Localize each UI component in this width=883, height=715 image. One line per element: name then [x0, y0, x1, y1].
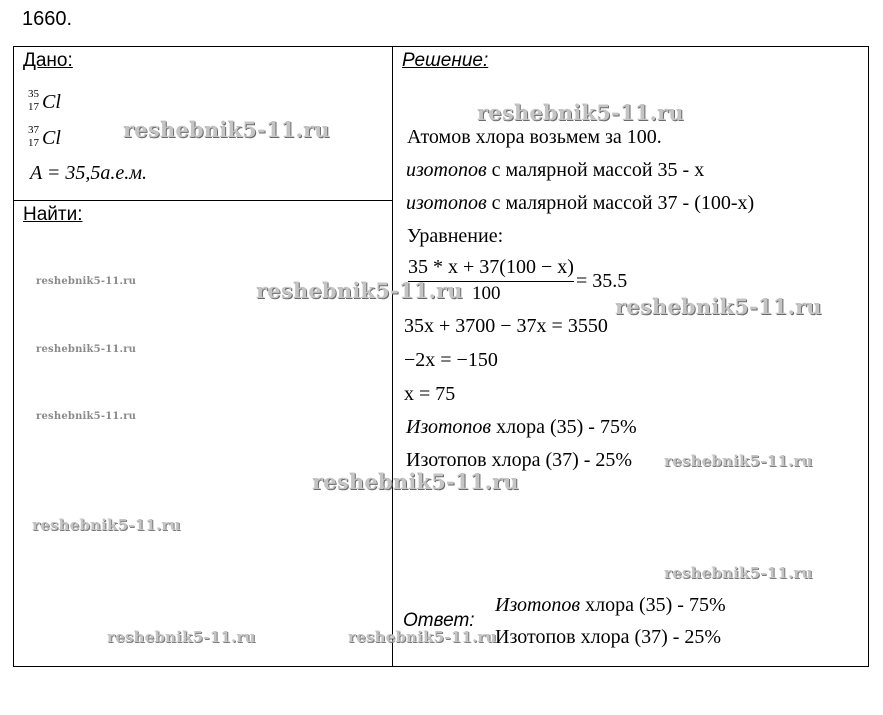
- fraction-rhs: = 35.5: [576, 270, 628, 292]
- isotope1-mass: 35: [28, 88, 39, 100]
- watermark: reshebnik5-11.ru: [664, 452, 813, 470]
- answer-title: Ответ:: [403, 610, 475, 631]
- watermark: reshebnik5-11.ru: [256, 278, 463, 303]
- solution-title: Решение:: [402, 50, 489, 71]
- isotope-cl-35: [22, 88, 64, 123]
- watermark: reshebnik5-11.ru: [32, 516, 181, 534]
- watermark: reshebnik5-11.ru: [123, 117, 330, 142]
- given-title: Дано:: [23, 50, 73, 71]
- solution-line-2: [406, 159, 704, 182]
- watermark: reshebnik5-11.ru: [36, 344, 137, 355]
- watermark: reshebnik5-11.ru: [107, 628, 256, 646]
- find-title: Найти:: [23, 204, 83, 225]
- isotope-cl-37: [22, 124, 64, 159]
- given-find-divider: [13, 200, 393, 201]
- table-bottom-border: [13, 666, 869, 667]
- answer-line-1: [495, 594, 726, 617]
- watermark: reshebnik5-11.ru: [312, 469, 519, 494]
- answer-line-1-italic: Изотопов: [495, 594, 581, 616]
- watermark: reshebnik5-11.ru: [36, 276, 137, 287]
- solution-line-3-rest: с малярной массой 37 - (100-x): [486, 192, 755, 214]
- table-top-border: [13, 46, 869, 47]
- isotope2-number: 17: [28, 137, 39, 149]
- isotope1-symbol: Cl: [42, 91, 61, 113]
- watermark: reshebnik5-11.ru: [477, 100, 684, 125]
- table-middle-divider: [392, 46, 393, 667]
- result-line-1-rest: хлора (35) - 75%: [491, 416, 637, 438]
- table-left-border: [13, 46, 14, 667]
- solution-line-4: Уравнение:: [407, 225, 504, 247]
- table-right-border: [868, 46, 869, 667]
- watermark: reshebnik5-11.ru: [664, 564, 813, 582]
- equation-4: x = 75: [404, 383, 456, 405]
- watermark: reshebnik5-11.ru: [615, 294, 822, 319]
- isotope1-number: 17: [28, 101, 39, 113]
- answer-line-1-rest: хлора (35) - 75%: [580, 594, 726, 616]
- fraction-denominator: 100: [472, 283, 501, 304]
- result-line-1: [406, 416, 637, 439]
- solution-line-2-italic: изотопов: [406, 159, 487, 181]
- isotope2-mass: 37: [28, 124, 39, 136]
- fraction-numerator: 35 * x + 37(100 − x): [408, 256, 574, 278]
- isotope2-symbol: Cl: [42, 127, 61, 149]
- answer-line-2: Изотопов хлора (37) - 25%: [495, 626, 722, 648]
- solution-line-2-rest: с малярной массой 35 - x: [486, 159, 705, 181]
- watermark: reshebnik5-11.ru: [348, 628, 497, 646]
- atomic-mass: A = 35,5а.е.м.: [30, 162, 147, 184]
- solution-line-1: Атомов хлора возьмем за 100.: [407, 126, 662, 148]
- problem-number: 1660.: [22, 8, 73, 30]
- result-line-1-italic: Изотопов: [406, 416, 492, 438]
- result-line-2: Изотопов хлора (37) - 25%: [406, 449, 633, 471]
- equation-3: −2x = −150: [404, 349, 498, 371]
- equation-2: 35x + 3700 − 37x = 3550: [404, 315, 608, 337]
- solution-line-3: [406, 192, 754, 215]
- solution-line-3-italic: изотопов: [406, 192, 487, 214]
- watermark: reshebnik5-11.ru: [36, 411, 137, 422]
